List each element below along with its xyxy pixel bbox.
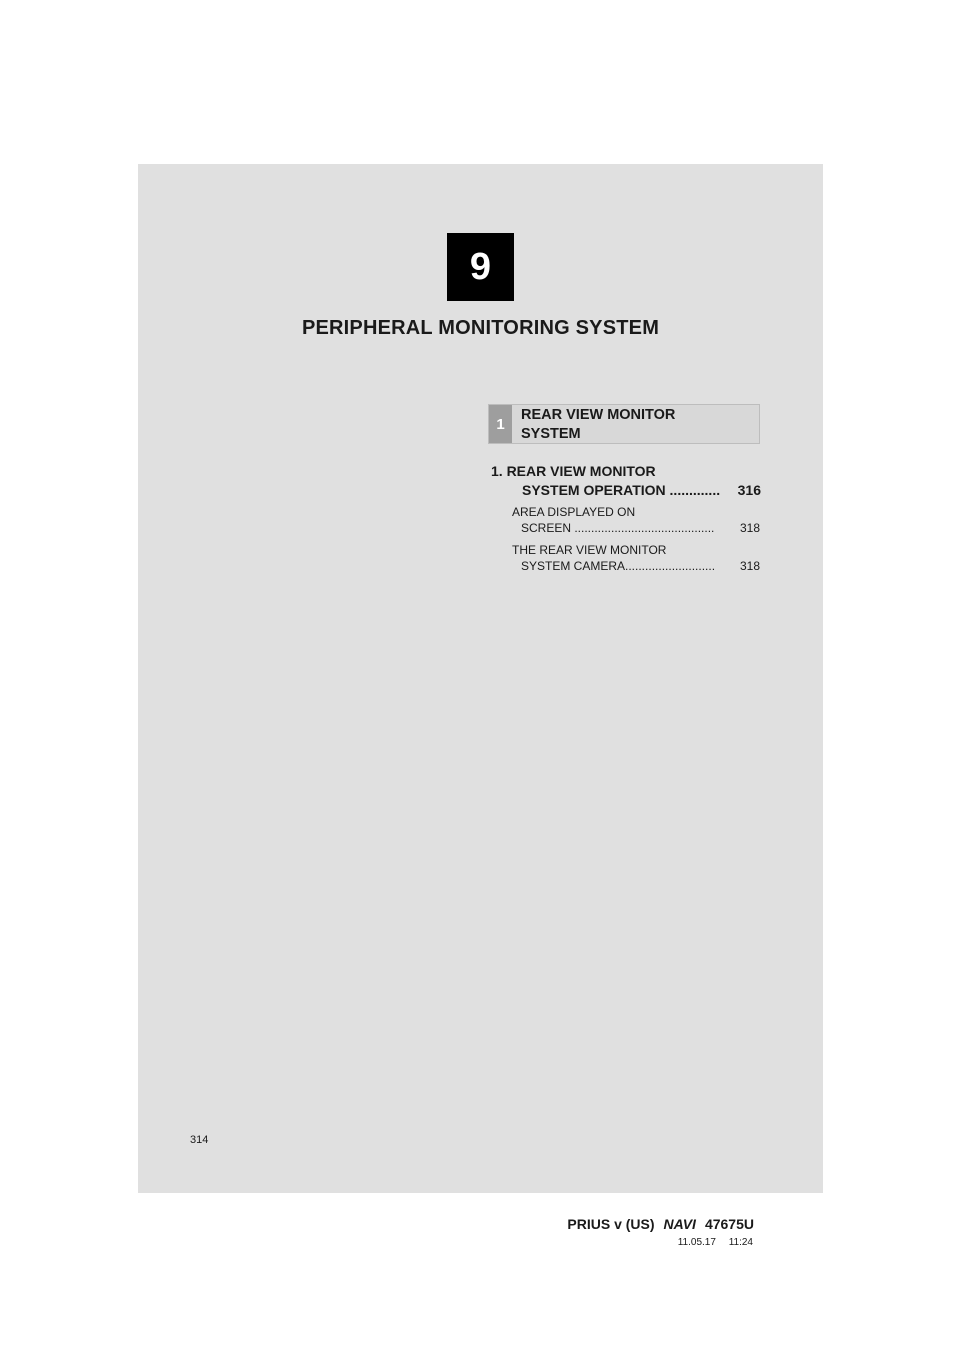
toc-entry-sub-page: 318 [739, 559, 760, 573]
footer-model-line [567, 1216, 754, 1232]
footer-code: 47675U [704, 1216, 754, 1232]
footer-time: 11:24 [728, 1237, 753, 1248]
toc-entry-sub-line2: SCREEN .......................................... [521, 521, 715, 535]
section-header [488, 404, 760, 444]
section-title-line1: REAR VIEW MONITOR [521, 407, 676, 423]
footer-date: 11.05.17 [677, 1237, 716, 1248]
toc-entry-sub-line2: SYSTEM CAMERA........................... [521, 559, 716, 573]
section-number: 1 [489, 405, 512, 443]
footer-navi: NAVI [663, 1216, 696, 1232]
toc-entry-main-line1: 1. REAR VIEW MONITOR [491, 463, 656, 479]
section-title-line2: SYSTEM [521, 426, 581, 442]
toc-entry-sub-line1: THE REAR VIEW MONITOR [512, 543, 667, 557]
section-title [521, 406, 751, 444]
toc-entry-sub[interactable] [512, 542, 760, 574]
footer-model: PRIUS v (US) [567, 1216, 655, 1232]
page-number: 314 [190, 1134, 209, 1146]
footer-timestamp [678, 1237, 753, 1248]
toc-entry-sub[interactable] [512, 504, 760, 536]
chapter-number: 9 [469, 245, 492, 288]
toc-entry-sub-line1: AREA DISPLAYED ON [512, 505, 636, 519]
toc-entry-main[interactable] [491, 462, 761, 500]
toc-entry-main-line2: SYSTEM OPERATION ............. [522, 482, 721, 498]
chapter-number-box [447, 233, 514, 301]
toc-entry-main-page: 316 [737, 482, 761, 498]
toc-entry-sub-page: 318 [739, 521, 760, 535]
chapter-title: PERIPHERAL MONITORING SYSTEM [301, 317, 660, 339]
